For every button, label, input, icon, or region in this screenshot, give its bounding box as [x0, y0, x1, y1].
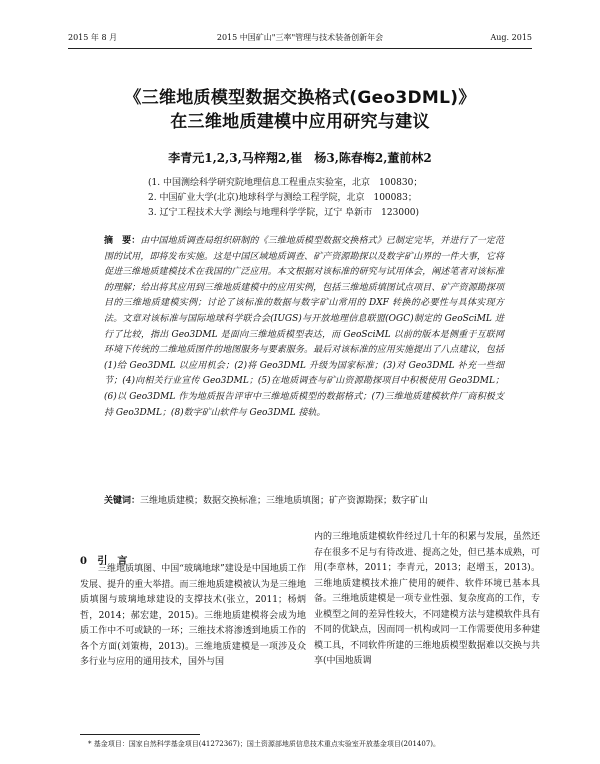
affiliation-2: 2. 中国矿业大学(北京)地球科学与测绘工程学院，北京 100083； [148, 193, 417, 203]
header-date-en: Aug. 2015 [490, 33, 532, 42]
section-title: 引 言 [97, 556, 128, 567]
header-date: 2015 年 8 月 [68, 33, 118, 42]
footnote-rule [80, 734, 200, 735]
affiliation-3: 3. 辽宁工程技术大学 测绘与地理科学学院，辽宁 阜新市 123000) [148, 208, 420, 218]
abstract-text: 由中国地质调查局组织研制的《三维地质模型数据交换格式》已制定完毕，并进行了一定范围的试用，即将发布实施。这是中国区域地质调查、矿产资源勘探以及数字矿山界的一件大事，它将促进三维地质建模技术在我国的广泛应用。本文根据对该标准的研究与试用体会，阐述笔者对该标准的理解；给出将其应用到三维地质建模中的应用实例，包括三维地质填图试点项目、矿产资源勘探项目的三维地质建模实例；讨论了该标准的数据与数字矿山常用的 DXF 转换的必要性与具体实现方法。文章对该标准与国际地球科学联合会(IUGS)与开放地理信息联盟(OGC)制定的 GeoSciML 进行了比较，指出 Geo3DML 是面向三维地质模型表达，而 GeoSciML 以前的版本是侧重于互联网环境下传统的二维地质图件的地图服务与要素服务。最后对该标准的应用实施提出了八点建议，包括(1)给 Geo3DML 以应用机会；(2)将 Geo3DML 升级为国家标准；(3)对 Geo3DML 补充一些细节；(4)向相关行业宣传 Geo3DML；(5)在地质调查与矿山资源勘探项目中积极使用 Geo3DML；(6)以 Geo3DML 作为地质报告评审中三维地质模型的数据格式；(7)三维地质建模软件厂商积极支持 Geo3DML；(8)数字矿山软件与 Geo3DML 接轨。 [104, 236, 504, 418]
intro-paragraph-right: 内的三维地质建模软件经过几十年的积累与发展，虽然还存在很多不足与有待改进、提高之处，但已基本成熟，可用(李章林，2011；李青元，2013；赵增玉，2013)。三维地质建模技术推广使用的硬件、软件环境已基本具备。三维地质建模是一项专业性强、复杂度高的工作，专业模型之间的差异性较大，不同建模方法与建模软件具有不同的优缺点，因而同一机构或同一工作需要使用多种建模工具，不同软件所建的三维地质模型数据难以交换与共享(中国地质调 [314, 532, 540, 666]
abstract-label: 摘 要： [104, 236, 141, 246]
abstract [104, 234, 504, 421]
funding-footnote: * 基金项目：国家自然科学基金项目(41272367)；国土资源部地质信息技术重点实验室开放基金项目(201407)。 [88, 740, 440, 748]
header-conference: 2015 中国矿山"三率"管理与技术装备创新年会 [216, 33, 384, 42]
author-list: 李青元1,2,3,马梓翔2,崔 杨3,陈春梅2,董前林2 [168, 151, 432, 165]
keywords-label: 关键词： [104, 496, 141, 506]
paper-title [70, 86, 530, 134]
affiliation-1: (1. 中国测绘科学研究院地理信息工程重点实验室，北京 100830； [148, 178, 423, 188]
affiliations [148, 176, 422, 221]
right-column [314, 530, 540, 670]
running-header [68, 30, 532, 46]
keywords-text: 三维地质建模；数据交换标准；三维地质填图；矿产资源勘探；数字矿山 [140, 496, 429, 506]
intro-paragraph-left: 三维地质填图、中国“玻璃地球”建设是中国地质工作发展、提升的重大举措。而三维地质建模被认为是三维地质填图与玻璃地球建设的支撑技术(张立，2011；杨炳哲，2014；郝宏建，2015)。三维地质建模将会成为地质工作中不可或缺的一环；三维技术将渗透到地质工作的各个方面(刘策梅，2013)。三维地质建模是一项涉及众多行业与应用的通用技术，国外与国 [80, 564, 306, 667]
keywords [104, 494, 504, 509]
header-rule [68, 48, 532, 49]
title-line-1: 《三维地质模型数据交换格式(Geo3DML)》 [124, 88, 476, 108]
section-number: 0 [80, 556, 87, 567]
title-line-2: 在三维地质建模中应用研究与建议 [170, 112, 430, 132]
